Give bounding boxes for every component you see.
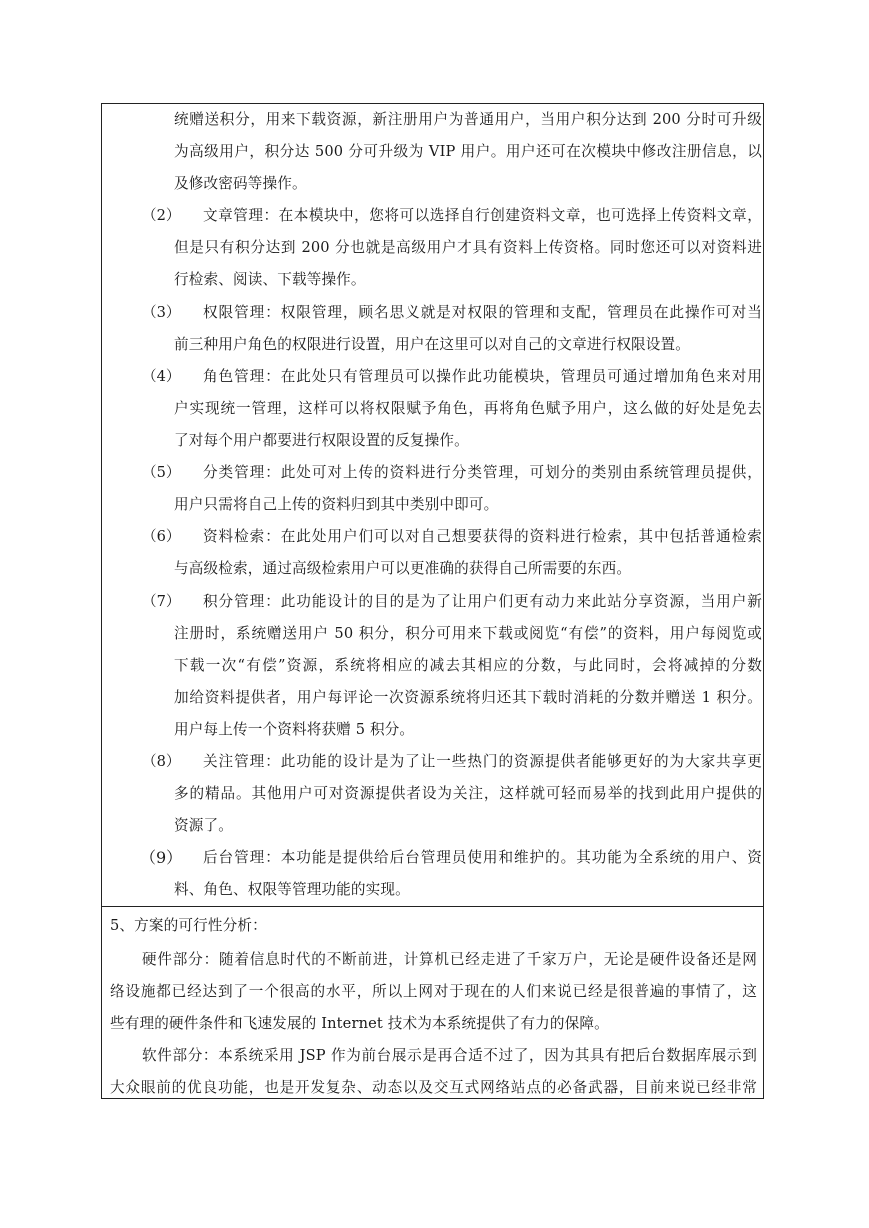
item-text-line: 前三种用户角色的权限进行设置，用户在这里可以对自己的文章进行权限设置。	[174, 336, 691, 353]
item-text-line: 关注管理：此功能的设计是为了让一些热门的资源提供者能够更好的为大家共享更	[203, 753, 762, 770]
paragraph-line: 硬件部分：随着信息时代的不断前进，计算机已经走进了千家万户，无论是硬件设备还是网	[142, 951, 757, 968]
item-text-line: 积分管理：此功能设计的目的是为了让用户们更有动力来此站分享资源，当用户新	[203, 593, 762, 610]
item-number: （5）	[142, 464, 181, 481]
item-text-line: 权限管理：权限管理，顾名思义就是对权限的管理和支配，管理员在此操作可对当	[203, 304, 762, 321]
item-text-line: 注册时，系统赠送用户 50 积分，积分可用来下载或阅览“有偿”的资料，用户每阅览或	[174, 625, 762, 642]
item-number: （2）	[142, 207, 181, 224]
function-list-cell	[102, 104, 763, 906]
item-text-line: 及修改密码等操作。	[174, 175, 307, 192]
item-text-line: 料、角色、权限等管理功能的实现。	[174, 881, 410, 898]
paragraph-line: 络设施都已经达到了一个很高的水平，所以上网对于现在的人们来说已经是很普遍的事情了，这	[110, 983, 757, 1000]
content-table	[101, 103, 764, 1099]
item-text-line: 但是只有积分达到 200 分也就是高级用户才具有资料上传资格。同时您还可以对资料进	[174, 239, 762, 256]
item-text-line: 了对每个用户都要进行权限设置的反复操作。	[174, 432, 469, 449]
paragraph-line: 些有理的硬件条件和飞速发展的 Internet 技术为本系统提供了有力的保障。	[110, 1015, 609, 1032]
item-text-line: 加给资料提供者，用户每评论一次资源系统将归还其下载时消耗的分数并赠送 1 积分。	[174, 689, 762, 706]
item-text-line: 用户每上传一个资料将获赠 5 积分。	[174, 721, 415, 738]
item-text-line: 后台管理：本功能是提供给后台管理员使用和维护的。其功能为全系统的用户、资	[203, 849, 762, 866]
item-text-line: 用户只需将自己上传的资料归到其中类别中即可。	[174, 496, 499, 513]
section-heading: 5、方案的可行性分析：	[110, 917, 267, 934]
item-text-line: 为高级用户，积分达 500 分可升级为 VIP 用户。用户还可在次模块中修改注册信息，以	[174, 143, 762, 160]
item-number: （4）	[142, 368, 181, 385]
item-text-line: 与高级检索，通过高级检索用户可以更准确的获得自己所需要的东西。	[174, 560, 632, 577]
item-text-line: 多的精品。其他用户可对资源提供者设为关注，这样就可轻而易举的找到此用户提供的	[174, 785, 762, 802]
feasibility-cell	[102, 907, 763, 1099]
item-number: （6）	[142, 528, 181, 545]
item-text-line: 资料检索：在此处用户们可以对自己想要获得的资料进行检索，其中包括普通检索	[203, 528, 762, 545]
item-text-line: 角色管理：在此处只有管理员可以操作此功能模块，管理员可通过增加角色来对用	[203, 368, 762, 385]
paragraph-line: 软件部分：本系统采用 JSP 作为前台展示是再合适不过了，因为其具有把后台数据库展示到	[142, 1047, 757, 1064]
paragraph-line: 大众眼前的优良功能，也是开发复杂、动态以及交互式网络站点的必备武器，目前来说已经非常	[110, 1079, 757, 1096]
item-number: （8）	[142, 753, 181, 770]
item-text-line: 下载一次“有偿”资源，系统将相应的减去其相应的分数，与此同时，会将减掉的分数	[174, 657, 762, 674]
item-text-line: 文章管理：在本模块中，您将可以选择自行创建资料文章，也可选择上传资料文章，	[203, 207, 762, 224]
item-text-line: 户实现统一管理，这样可以将权限赋予角色，再将角色赋予用户，这么做的好处是免去	[174, 400, 762, 417]
item-number: （3）	[142, 304, 181, 321]
item-number: （7）	[142, 593, 181, 610]
item-text-line: 资源了。	[174, 817, 233, 834]
item-text-line: 统赠送积分，用来下载资源，新注册用户为普通用户，当用户积分达到 200 分时可升级	[174, 111, 762, 128]
item-text-line: 行检索、阅读、下载等操作。	[174, 271, 366, 288]
item-text-line: 分类管理：此处可对上传的资料进行分类管理，可划分的类别由系统管理员提供，	[203, 464, 762, 481]
item-number: （9）	[140, 848, 183, 867]
